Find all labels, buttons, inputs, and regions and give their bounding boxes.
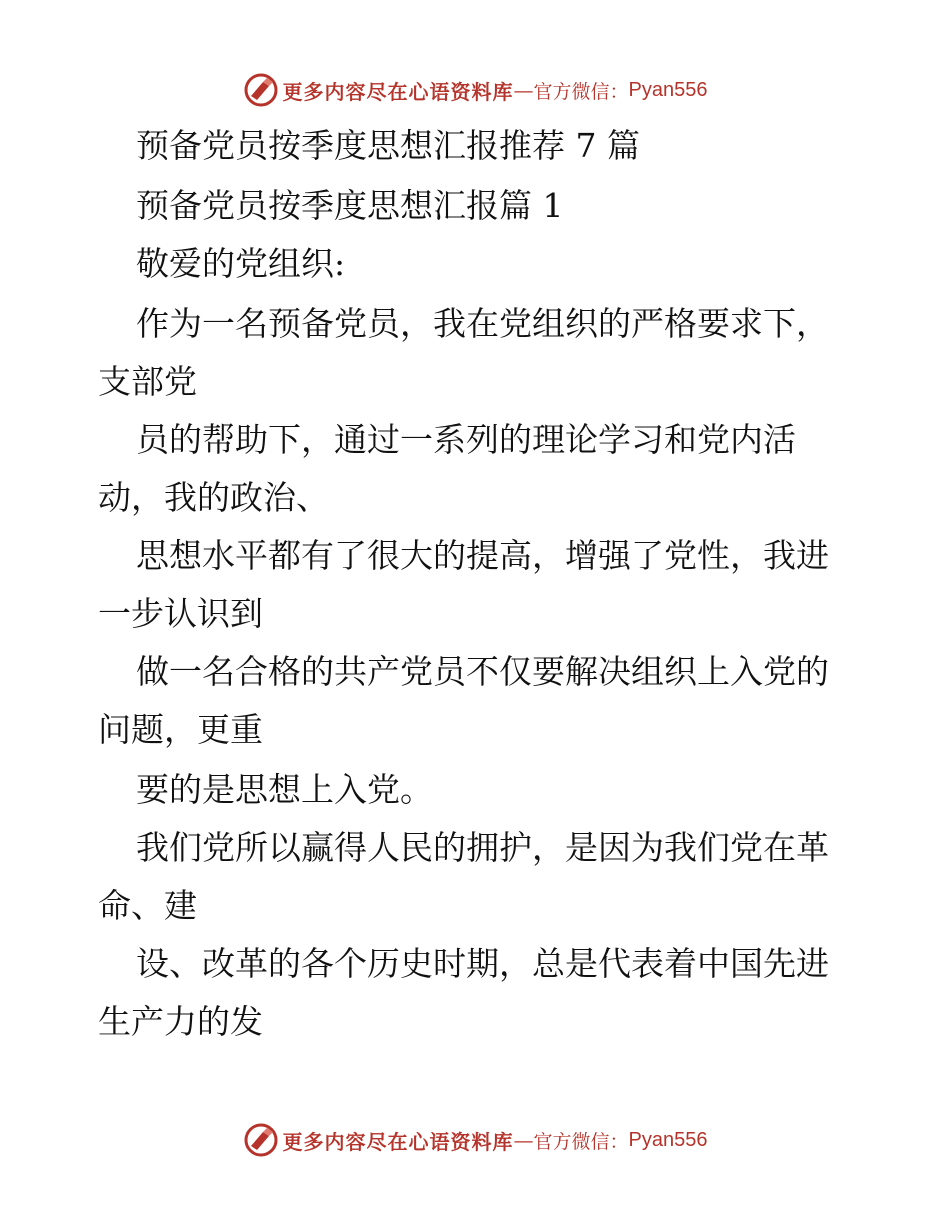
header-banner-text: 更多内容尽在心语资料库 <box>282 79 514 104</box>
footer-banner-separator: — <box>513 1128 534 1152</box>
body-line: 动，我的政治、 <box>98 478 329 517</box>
body-line: 生产力的发 <box>98 1002 263 1041</box>
header-banner-wechat-label: 官方微信： <box>533 80 629 103</box>
footer-banner-text: 更多内容尽在心语资料库 <box>282 1129 514 1154</box>
body-line: 设、改革的各个历史时期，总是代表着中国先进 <box>136 944 829 983</box>
body-line: 做一名合格的共产党员不仅要解决组织上入党的 <box>136 652 829 691</box>
body-line: 思想水平都有了很大的提高，增强了党性，我进 <box>136 536 829 575</box>
brand-logo-icon <box>243 1122 279 1158</box>
body-line: 命、建 <box>98 886 197 925</box>
body-line: 支部党 <box>98 362 197 401</box>
body-line: 要的是思想上入党。 <box>136 770 433 809</box>
body-line: 一步认识到 <box>98 594 263 633</box>
document-subtitle: 预备党员按季度思想汇报篇 1 <box>136 186 564 225</box>
body-line: 我们党所以赢得人民的拥护，是因为我们党在革 <box>136 828 829 867</box>
brand-logo-icon <box>243 72 279 108</box>
footer-banner-wechat-label: 官方微信： <box>533 1130 629 1153</box>
header-banner-wechat-id: Pyan556 <box>628 78 708 101</box>
body-line: 员的帮助下，通过一系列的理论学习和党内活 <box>136 420 796 459</box>
body-line: 作为一名预备党员，我在党组织的严格要求下， <box>136 304 829 343</box>
body-line: 问题，更重 <box>98 710 263 749</box>
footer-banner-wechat-id: Pyan556 <box>628 1128 708 1151</box>
footer-banner <box>0 1120 950 1160</box>
document-salutation: 敬爱的党组织: <box>136 244 346 283</box>
document-title: 预备党员按季度思想汇报推荐 7 篇 <box>136 126 640 165</box>
header-banner <box>0 70 950 110</box>
header-banner-separator: — <box>513 78 534 102</box>
